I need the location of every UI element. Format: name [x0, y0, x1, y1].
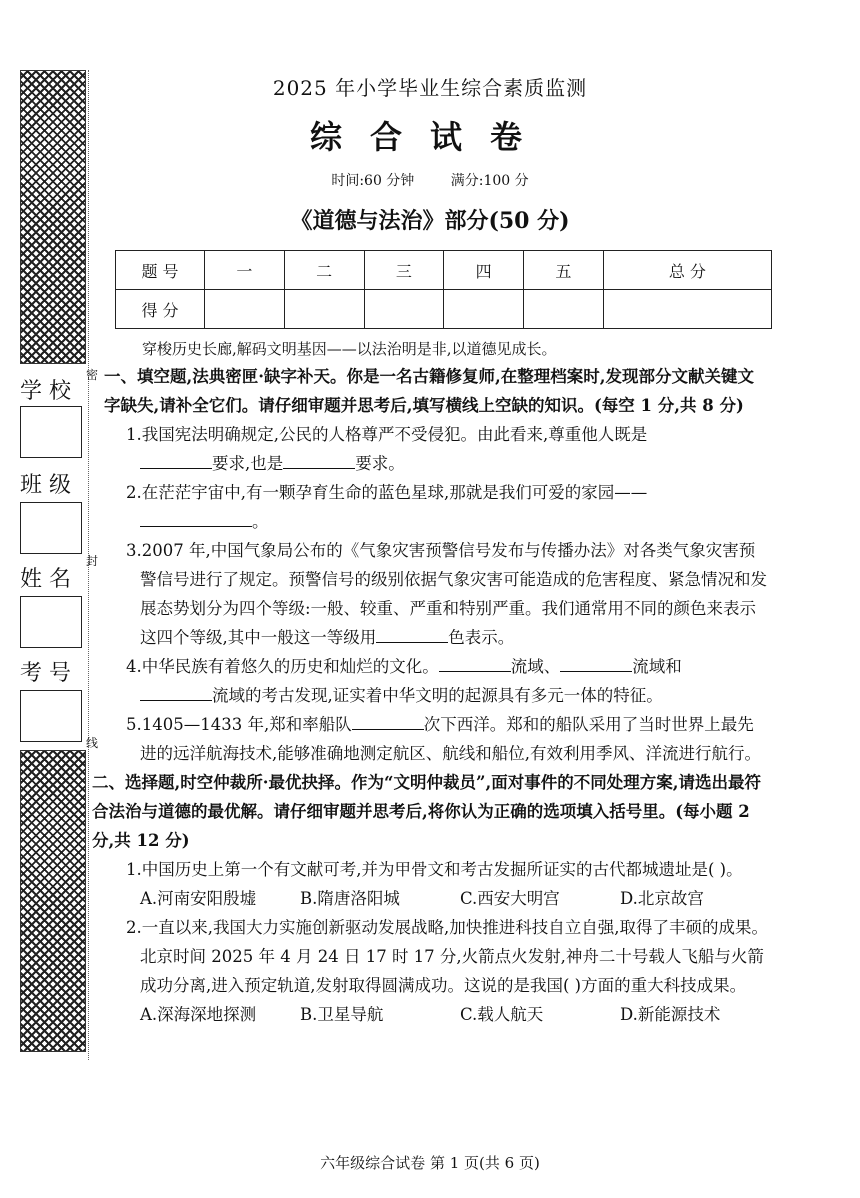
question-2-1: 1.中国历史上第一个有文献可考,并为甲骨文和考古发掘所证实的古代都城遗址是( )。 [126, 860, 743, 879]
name-box[interactable] [20, 596, 82, 648]
q-text: 2.在茫茫宇宙中,有一颗孕育生命的蓝色星球,那就是我们可爱的家园—— [126, 483, 648, 502]
q-text: 4.中华民族有着悠久的历史和灿烂的文化。 [126, 657, 439, 676]
option-c[interactable]: C.西安大明宫 [460, 889, 560, 908]
q-text: 。 [252, 512, 269, 531]
score-entry-cell[interactable] [444, 290, 524, 329]
question-2-2-options [104, 1000, 770, 1029]
decorative-pattern-bottom [20, 750, 86, 1052]
score-table-cell: 一 [205, 251, 285, 290]
option-b[interactable]: B.卫星导航 [300, 1005, 384, 1024]
q-text: 流域和 [632, 657, 682, 676]
exam-time: 时间:60 分钟 [331, 173, 415, 189]
number-label: 考 号 [20, 661, 71, 686]
score-table-cell: 三 [364, 251, 444, 290]
name-label: 姓 名 [20, 567, 71, 592]
exam-main-title: 综合试卷 [309, 118, 550, 156]
exam-meta [0, 170, 860, 190]
option-a[interactable]: A.深海深地探测 [140, 1005, 257, 1024]
score-table-header-row [116, 251, 772, 290]
answer-blank[interactable] [140, 450, 212, 469]
question-1-2 [104, 478, 770, 536]
score-table-cell: 四 [444, 251, 524, 290]
seal-mark-1: 密 [86, 368, 99, 382]
answer-blank[interactable] [140, 682, 212, 701]
answer-blank[interactable] [439, 653, 511, 672]
score-entry-cell[interactable] [603, 290, 771, 329]
q-text: 5.1405—1433 年,郑和率船队 [126, 715, 352, 734]
answer-blank[interactable] [140, 508, 252, 527]
school-box[interactable] [20, 406, 82, 458]
exam-title: 2025 年小学毕业生综合素质监测 [272, 76, 588, 100]
score-table-cell: 总 分 [603, 251, 771, 290]
score-entry-cell[interactable] [205, 290, 285, 329]
option-a[interactable]: A.河南安阳殷墟 [140, 889, 257, 908]
seal-mark-3: 线 [86, 736, 99, 750]
school-label: 学 校 [20, 379, 71, 404]
score-table-score-row [116, 290, 772, 329]
section-title: 《道德与法治》部分(50 分) [290, 208, 570, 234]
score-table-cell: 得 分 [116, 290, 205, 329]
exam-full-score: 满分:100 分 [450, 173, 529, 189]
q-text: 要求。 [355, 454, 405, 473]
option-d[interactable]: D.新能源技术 [620, 1005, 721, 1024]
question-1-5 [104, 710, 770, 768]
score-table-cell: 二 [284, 251, 364, 290]
page-footer: 六年级综合试卷 第 1 页(共 6 页) [320, 1154, 540, 1172]
question-1-1 [104, 420, 770, 478]
class-box[interactable] [20, 502, 82, 554]
q-text: 色表示。 [448, 628, 515, 647]
q-text: 次下西洋。郑和的船队采用了当时世界上最先进的远洋航海技术,能够准确地测定航区、航线和船位,有效利用季风、洋流进行航行。 [140, 715, 761, 763]
score-table [115, 250, 772, 329]
q-text: 3.2007 年,中国气象局公布的《气象灾害预警信号发布与传播办法》对各类气象灾害预警信号进行了规定。预警信号的级别依据气象灾害可能造成的危害程度、紧急情况和发展态势划分为四个等级:一般、较重、严重和特别严重。我们通常用不同的颜色来表示这四个等级,其中一般这一等级用 [126, 541, 767, 647]
question-1-4 [104, 652, 770, 710]
option-d[interactable]: D.北京故宫 [620, 889, 704, 908]
score-entry-cell[interactable] [524, 290, 604, 329]
option-c[interactable]: C.载人航天 [460, 1005, 544, 1024]
answer-blank[interactable] [376, 624, 448, 643]
q-text: 要求,也是 [212, 454, 284, 473]
answer-blank[interactable] [352, 711, 424, 730]
intro-text: 穿梭历史长廊,解码文明基因——以法治明是非,以道德见成长。 [142, 340, 557, 358]
q-text: 流域的考古发现,证实着中华文明的起源具有多元一体的特征。 [212, 686, 663, 705]
exam-content [92, 362, 770, 1029]
seal-mark-2: 封 [86, 554, 99, 568]
number-box[interactable] [20, 690, 82, 742]
question-2-1-options [104, 884, 770, 913]
score-entry-cell[interactable] [364, 290, 444, 329]
option-b[interactable]: B.隋唐洛阳城 [300, 889, 400, 908]
score-table-cell: 五 [524, 251, 604, 290]
answer-blank[interactable] [283, 450, 355, 469]
question-2-2: 2.一直以来,我国大力实施创新驱动发展战略,加快推进科技自立自强,取得了丰硕的成果。北京时间 2025 年 4 月 24 日 17 时 17 分,火箭点火发射,神舟二十号载人飞船与火箭成功分离,进入预定轨道,发射取得圆满成功。这说的是我国( )方面的重大科技成果。 [126, 918, 768, 995]
q-text: 1.我国宪法明确规定,公民的人格尊严不受侵犯。由此看来,尊重他人既是 [126, 425, 648, 444]
question-1-3 [104, 536, 770, 652]
answer-blank[interactable] [560, 653, 632, 672]
section1-heading: 一、填空题,法典密匣·缺字补天。你是一名古籍修复师,在整理档案时,发现部分文献关键文字缺失,请补全它们。请仔细审题并思考后,填写横线上空缺的知识。(每空 1 分,共 8 分) [104, 367, 754, 415]
class-label: 班 级 [20, 473, 71, 498]
score-table-cell: 题 号 [116, 251, 205, 290]
score-entry-cell[interactable] [284, 290, 364, 329]
q-text: 流域、 [510, 657, 561, 676]
section2-heading: 二、选择题,时空仲裁所·最优抉择。作为“文明仲裁员”,面对事件的不同处理方案,请选出最符合法治与道德的最优解。请仔细审题并思考后,将你认为正确的选项填入括号里。(每小题 2 分,共 12 分) [92, 773, 761, 850]
